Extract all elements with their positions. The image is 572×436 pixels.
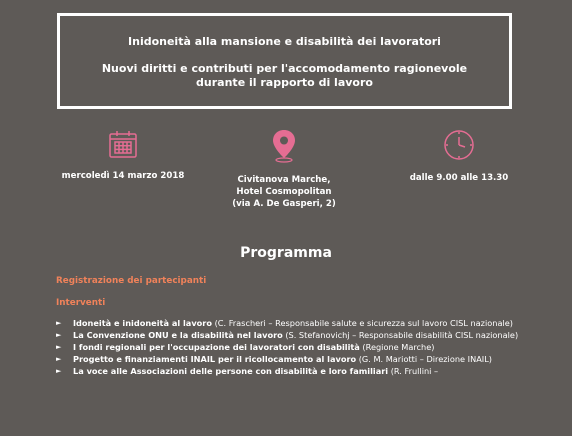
title-box: [57, 13, 512, 109]
item-detail: (Regione Marche): [359, 342, 435, 352]
event-subtitle-line1: Nuovi diritti e contributi per l'accomodamento ragionevole: [101, 62, 468, 75]
item-title: La Convenzione ONU e la disabilità nel lavoro: [73, 330, 283, 340]
event-subtitle-line2: durante il rapporto di lavoro: [196, 76, 373, 89]
registration-label: Registrazione dei partecipanti: [56, 276, 207, 286]
item-detail: (R. Frullini –: [388, 366, 439, 376]
item-title: Progetto e finanziamenti INAIL per il ricollocamento al lavoro: [73, 354, 357, 364]
event-time: dalle 9.00 alle 13.30: [409, 173, 509, 183]
item-detail: (C. Frascheri – Responsabile salute e sicurezza sul lavoro CISL nazionale): [211, 318, 513, 328]
info-date: [38, 128, 208, 182]
bullet-arrow-icon: ►: [56, 319, 62, 327]
item-detail: (G. M. Mariotti – Direzione INAIL): [356, 354, 492, 364]
location-pin-icon: [268, 128, 300, 164]
info-place: [199, 128, 369, 210]
item-title: La voce alle Associazioni delle persone con disabilità e loro familiari: [73, 366, 389, 376]
event-date: mercoledì 14 marzo 2018: [61, 171, 185, 181]
list-item: [53, 330, 521, 341]
bullet-arrow-icon: ►: [56, 367, 62, 375]
calendar-icon: [107, 128, 139, 160]
interventions-label: Interventi: [56, 298, 106, 308]
list-item: [53, 318, 521, 329]
event-title: Inidoneità alla mansione e disabilità dei lavoratori: [128, 35, 441, 48]
bullet-arrow-icon: ►: [56, 355, 62, 363]
list-item: [53, 354, 521, 365]
interventions-list: [53, 318, 521, 378]
item-title: Idoneità e inidoneità al lavoro: [73, 318, 212, 328]
item-detail: (S. Stefanovichj – Responsabile disabilità CISL nazionale): [282, 330, 519, 340]
place-address: (via A. De Gasperi, 2): [232, 199, 336, 209]
item-title: I fondi regionali per l'occupazione dei lavoratori con disabilità: [73, 342, 360, 352]
programma-heading: Programma: [240, 245, 332, 261]
bullet-arrow-icon: ►: [56, 343, 62, 351]
place-hotel: Hotel Cosmopolitan: [236, 187, 332, 197]
place-city: Civitanova Marche,: [237, 175, 331, 185]
list-item: [53, 366, 521, 377]
clock-icon: [442, 128, 476, 162]
event-place: [199, 174, 369, 210]
list-item: [53, 342, 521, 353]
info-time: [374, 128, 544, 184]
bullet-arrow-icon: ►: [56, 331, 62, 339]
